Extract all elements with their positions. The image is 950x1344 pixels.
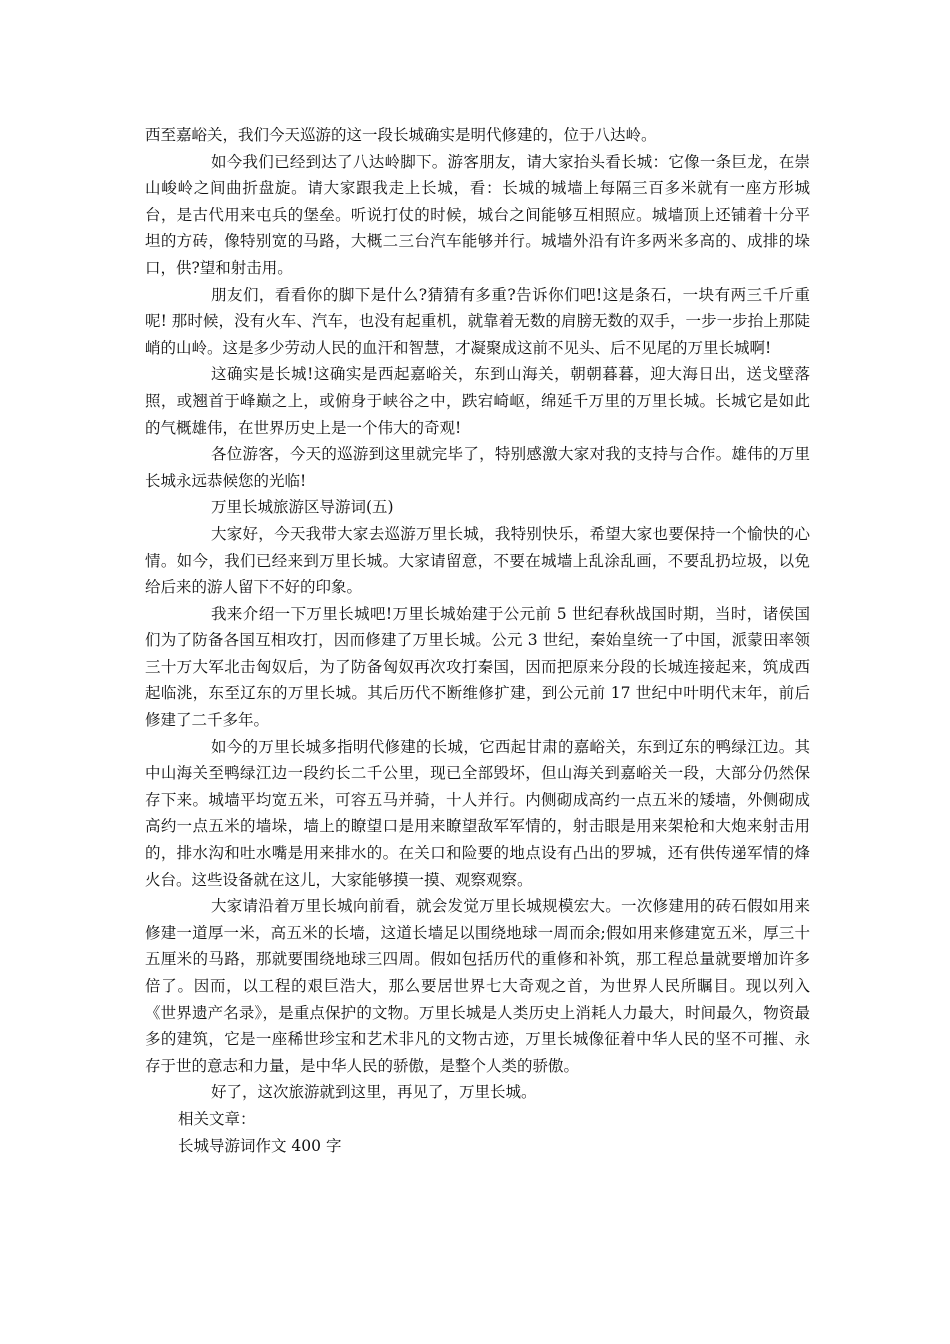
paragraph: 如今我们已经到达了八达岭脚下。游客朋友，请大家抬头看长城：它像一条巨龙，在崇山峻岭之间曲折盘旋。请大家跟我走上长城，看：长城的城墙上每隔三百多米就有一座方形城台，是古代用来屯兵的堡垒。听说打仗的时候，城台之间能够互相照应。城墙顶上还铺着十分平坦的方砖，像特别宽的马路，大概二三台汽车能够并行。城墙外沿有许多两米多高的、成排的垛口，供?望和射击用。 [145, 152, 810, 277]
paragraph: 各位游客，今天的巡游到这里就完毕了，特别感激大家对我的支持与合作。雄伟的万里长城永远恭候您的光临! [145, 445, 810, 490]
paragraph: 这确实是长城!这确实是西起嘉峪关，东到山海关，朝朝暮暮，迎大海日出，送戈壁落照，或翘首于峰巅之上，或俯身于峡谷之中，跌宕崎岖，绵延千万里的万里长城。长城它是如此的气概雄伟，在世界历史上是一个伟大的奇观! [145, 365, 810, 437]
paragraph: 大家请沿着万里长城向前看，就会发觉万里长城规模宏大。一次修建用的砖石假如用来修建一道厚一米，高五米的长墙，这道长墙足以围绕地球一周而余;假如用来修建宽五米，厚三十五厘米的马路，那就要围绕地球三四周。假如包括历代的重修和补筑，那工程总量就要增加许多倍了。因而，以工程的艰巨浩大，那么要居世界七大奇观之首，为世界人民所瞩目。现以列入《世界遗产名录》，是重点保护的文物。万里长城是人类历史上消耗人力最大，时间最久，物资最多的建筑，它是一座稀世珍宝和艺术非凡的文物古迹，万里长城像征着中华人民的坚不可摧、永存于世的意志和力量，是中华人民的骄傲，是整个人类的骄傲。 [145, 897, 810, 1075]
section-title: 万里长城旅游区导游词(五) [211, 498, 394, 517]
paragraph: 朋友们，看看你的脚下是什么?猜猜有多重?告诉你们吧!这是条石，一块有两三千斤重呢! 那时候，没有火车、汽车，也没有起重机，就靠着无数的肩膀无数的双手，一步一步抬上那陡峭的山岭。这是多少劳动人民的血汗和智慧，才凝聚成这前不见头、后不见尾的万里长城啊! [145, 285, 810, 357]
related-article-link[interactable]: 长城导游词作文 400 字 [178, 1136, 342, 1155]
paragraph: 我来介绍一下万里长城吧!万里长城始建于公元前 5 世纪春秋战国时期，当时，诸侯国们为了防备各国互相攻打，因而修建了万里长城。公元 3 世纪，秦始皇统一了中国，派蒙田率领三十万大军北击匈奴后，为了防备匈奴再次攻打秦国，因而把原来分段的长城连接起来，筑成西起临洮，东至辽东的万里长城。其后历代不断维修扩建，到公元前 17 世纪中叶明代末年，前后修建了二千多年。 [145, 604, 810, 730]
paragraph: 如今的万里长城多指明代修建的长城，它西起甘肃的嘉峪关，东到辽东的鸭绿江边。其中山海关至鸭绿江边一段约长二千公里，现已全部毁坏，但山海关到嘉峪关一段，大部分仍然保存下来。城墙平均宽五米，可容五马并骑，十人并行。内侧砌成高约一点五米的矮墙，外侧砌成高约一点五米的墙垛，墙上的瞭望口是用来瞭望敌军军情的，射击眼是用来架枪和大炮来射击用的，排水沟和吐水嘴是用来排水的。在关口和险要的地点设有凸出的罗城，还有供传递军情的烽火台。这些设备就在这儿，大家能够摸一摸、观察观察。 [145, 737, 810, 889]
paragraph: 大家好，今天我带大家去巡游万里长城，我特别快乐，希望大家也要保持一个愉快的心情。如今，我们已经来到万里长城。大家请留意，不要在城墙上乱涂乱画，不要乱扔垃圾，以免给后来的游人留下不好的印象。 [145, 524, 810, 597]
opening-line: 西至嘉峪关，我们今天巡游的这一段长城确实是明代修建的，位于八达岭。 [145, 126, 657, 144]
document-body [145, 122, 810, 1159]
paragraph: 好了，这次旅游就到这里，再见了，万里长城。 [211, 1083, 537, 1102]
related-articles-label: 相关文章： [178, 1109, 256, 1128]
